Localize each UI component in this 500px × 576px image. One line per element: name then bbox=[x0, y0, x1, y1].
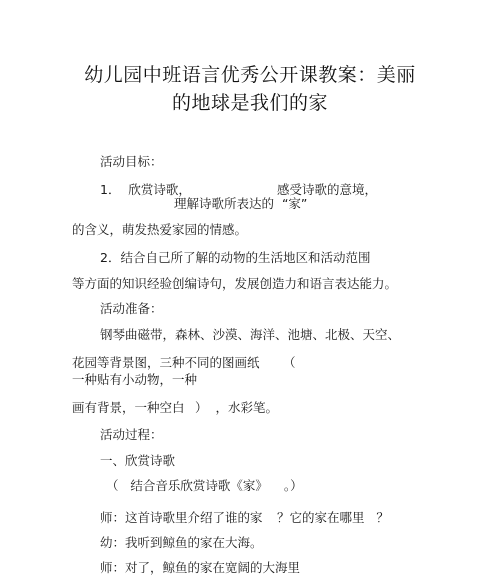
goal-2-text-a: 2．结合自己所了解的动物的生活地区和活动范围 bbox=[100, 250, 371, 265]
prep-text-3: 一种贴有小动物，一种 bbox=[72, 372, 198, 387]
prep-text-2a: 花园等背景图，三种不同的图画纸 bbox=[72, 355, 260, 370]
step-1-note: （ 结合音乐欣赏诗歌《家》 。） bbox=[106, 478, 303, 493]
step-1-heading: 一、欣赏诗歌 bbox=[100, 453, 176, 468]
prep-heading: 活动准备： bbox=[100, 301, 163, 316]
document-title-line-2: 的地球是我们的家 bbox=[171, 92, 328, 114]
goal-1-text-d: 的含义，萌发热爱家园的情感。 bbox=[72, 222, 248, 237]
prep-text-2b: （ bbox=[283, 355, 296, 370]
dialog-teacher-2: 师：对了，鲸鱼的家在宽阔的大海里 bbox=[100, 560, 301, 575]
prep-text-4a: 画有背景，一种空白 bbox=[72, 400, 185, 415]
goal-2-text-b: 等方面的知识经验创编诗句，发展创造力和语言表达能力。 bbox=[72, 276, 398, 291]
goal-1-text-c: 理解诗歌所表达的 “家” bbox=[174, 196, 308, 211]
goal-1-text-a: 1． 欣赏诗歌， bbox=[100, 182, 191, 197]
dialog-teacher-1b: ？它的家在哪里 ？ bbox=[277, 510, 389, 525]
process-heading: 活动过程： bbox=[100, 427, 163, 442]
document-title-line-1: 幼儿园中班语言优秀公开课教案：美丽 bbox=[84, 64, 416, 86]
goal-heading: 活动目标： bbox=[100, 154, 163, 169]
prep-text-4b: ） ，水彩笔。 bbox=[195, 400, 278, 415]
dialog-child-1: 幼：我听到鲸鱼的家在大海。 bbox=[100, 535, 263, 550]
prep-text-1: 钢琴曲磁带，森林、沙漠、海洋、池塘、北极、天空、 bbox=[100, 327, 401, 342]
goal-1-text-b: 感受诗歌的意境， bbox=[277, 182, 378, 197]
dialog-teacher-1a: 师：这首诗歌里介绍了谁的家 bbox=[100, 510, 263, 525]
